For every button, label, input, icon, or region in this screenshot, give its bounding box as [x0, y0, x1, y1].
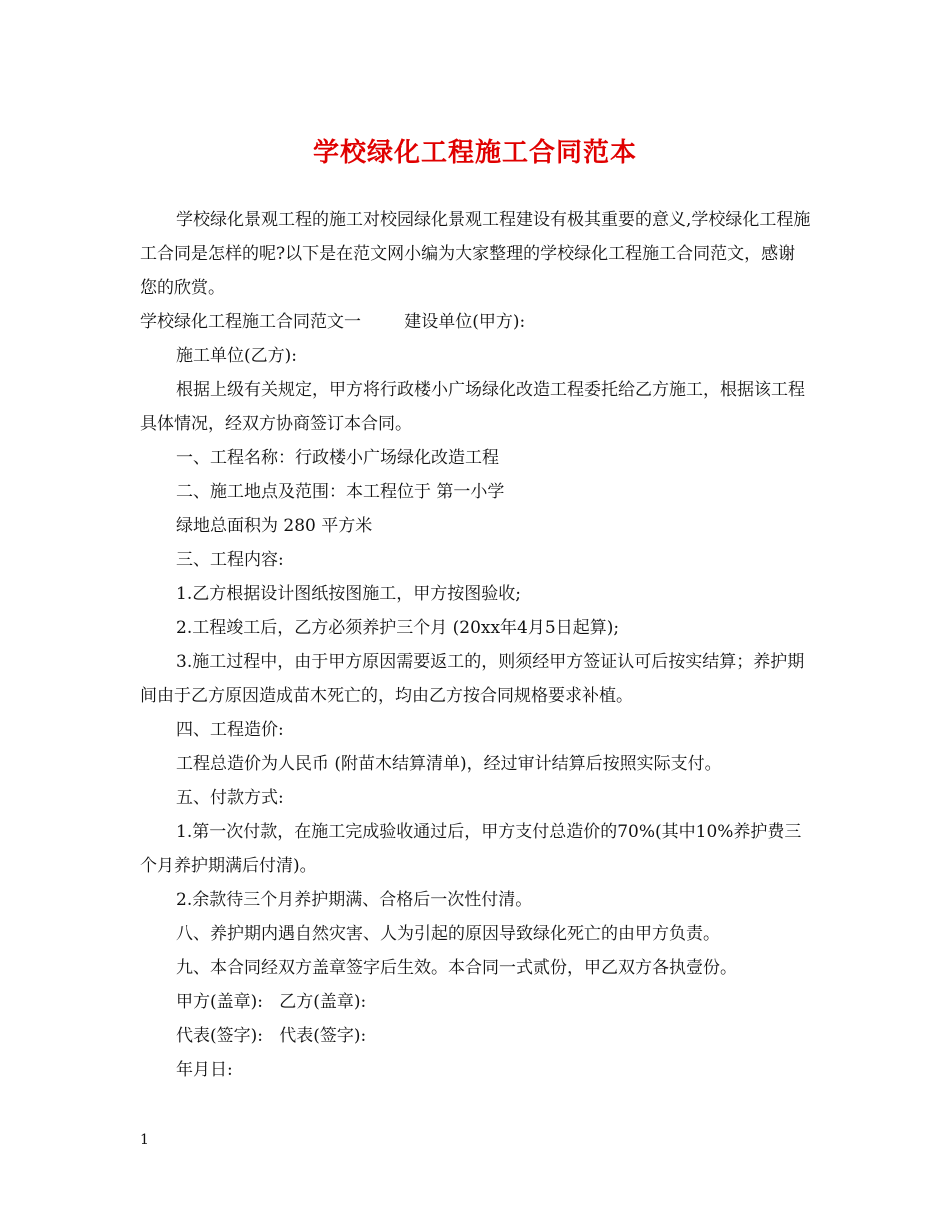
paragraph: 施工单位(乙方): — [176, 346, 297, 366]
paragraph: 一、工程名称：行政楼小广场绿化改造工程 — [176, 448, 499, 468]
paragraph: 2.余款待三个月养护期满、合格后一次性付清。 — [176, 890, 533, 910]
paragraph: 三、工程内容: — [176, 550, 284, 570]
paragraph: 四、工程造价: — [176, 720, 284, 740]
paragraph: 代表(签字): 代表(签字): — [176, 1026, 367, 1046]
paragraph: 年月日: — [176, 1060, 233, 1080]
paragraph: 学校绿化景观工程的施工对校园绿化景观工程建设有极其重要的意义,学校绿化工程施工合同是怎样的呢?以下是在范文网小编为大家整理的学校绿化工程施工合同范文，感谢您的欣赏。 — [140, 210, 811, 298]
paragraph: 3.施工过程中，由于甲方原因需要返工的，则须经甲方签证认可后按实结算；养护期间由于乙方原因造成苗木死亡的，均由乙方按合同规格要求补植。 — [140, 652, 805, 706]
paragraph: 2.工程竣工后，乙方必须养护三个月 (20xx年4月5日起算); — [176, 618, 620, 638]
paragraph: 二、施工地点及范围：本工程位于 第一小学 — [176, 482, 505, 502]
paragraph: 学校绿化工程施工合同范文一 建设单位(甲方): — [140, 312, 526, 332]
paragraph: 八、养护期内遇自然灾害、人为引起的原因导致绿化死亡的由甲方负责。 — [176, 924, 720, 944]
paragraph: 根据上级有关规定，甲方将行政楼小广场绿化改造工程委托给乙方施工，根据该工程具体情况，经双方协商签订本合同。 — [140, 380, 805, 434]
document-body — [140, 203, 812, 1087]
paragraph: 九、本合同经双方盖章签字后生效。本合同一式贰份，甲乙双方各执壹份。 — [176, 958, 737, 978]
paragraph: 1.第一次付款，在施工完成验收通过后，甲方支付总造价的70%(其中10%养护费三个月养护期满后付清)。 — [140, 822, 802, 876]
paragraph: 五、付款方式: — [176, 788, 284, 808]
paragraph: 1.乙方根据设计图纸按图施工，甲方按图验收; — [176, 584, 521, 604]
paragraph: 工程总造价为人民币 (附苗木结算清单)，经过审计结算后按照实际支付。 — [176, 754, 722, 774]
paragraph: 绿地总面积为 280 平方米 — [176, 516, 373, 536]
page-number: 1 — [140, 1132, 149, 1148]
document-title: 学校绿化工程施工合同范本 — [312, 138, 637, 168]
paragraph: 甲方(盖章): 乙方(盖章): — [176, 992, 367, 1012]
